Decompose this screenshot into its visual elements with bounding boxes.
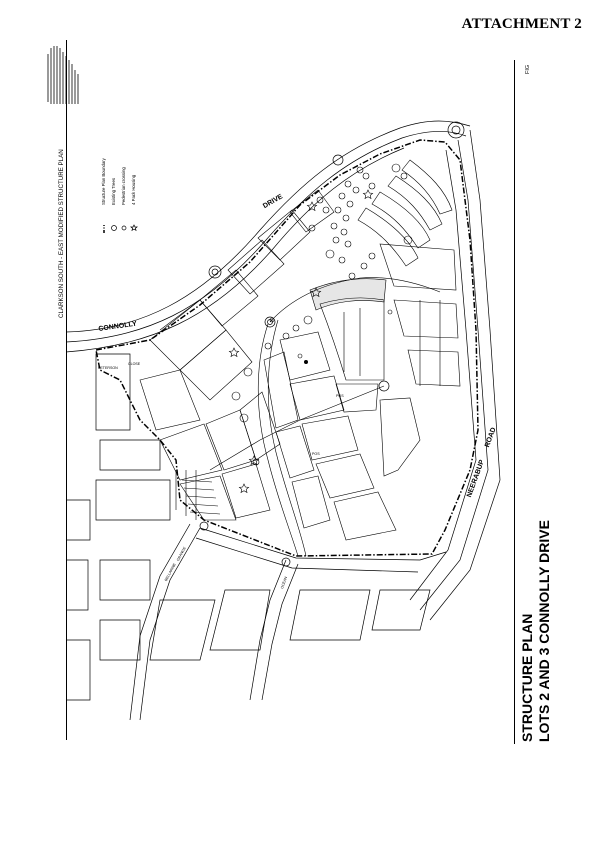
legend-icons <box>104 225 137 233</box>
pos-label: POS <box>336 394 344 398</box>
road-label-ocean: OCEAN <box>280 575 289 590</box>
survey-point <box>304 360 308 364</box>
public-open-space <box>310 279 386 310</box>
road-label-peterson: PETERSON <box>98 366 118 370</box>
road-label-close: CLOSE <box>128 362 141 366</box>
title-line-2: LOTS 2 AND 3 CONNOLLY DRIVE <box>536 520 552 742</box>
four-pack-housing-markers <box>229 190 372 493</box>
plan-name-label: CLARKSON SOUTH - EAST MODIFIED STRUCTURE PLAN <box>58 149 65 318</box>
road-label-connolly: CONNOLLY <box>98 320 138 333</box>
road-label-neerabup: NEERABUP <box>466 459 487 499</box>
attachment-heading: ATTACHMENT 2 <box>461 16 582 32</box>
road-label-drive: DRIVE <box>262 193 285 211</box>
road-label-grange: GRANGE <box>176 546 187 562</box>
legend-item-four-pack: 4 Pack Housing <box>131 174 136 205</box>
road-label-road: ROAD <box>484 426 498 449</box>
figure-label: FIG <box>525 64 531 74</box>
pos-label-2: POS <box>312 452 320 456</box>
legend-item-crossing: Pedestrian crossing <box>121 167 126 205</box>
existing-trees <box>232 164 412 465</box>
legend-item-trees: Existing Trees <box>111 178 116 205</box>
structure-plan-boundary <box>96 140 478 556</box>
company-logo <box>48 46 78 104</box>
road-label-bellarine: BELLARINE <box>164 562 177 582</box>
title-block <box>519 520 553 742</box>
title-line-1: STRUCTURE PLAN <box>519 613 535 742</box>
legend-item-boundary: Structure Plan Boundary <box>101 158 106 205</box>
